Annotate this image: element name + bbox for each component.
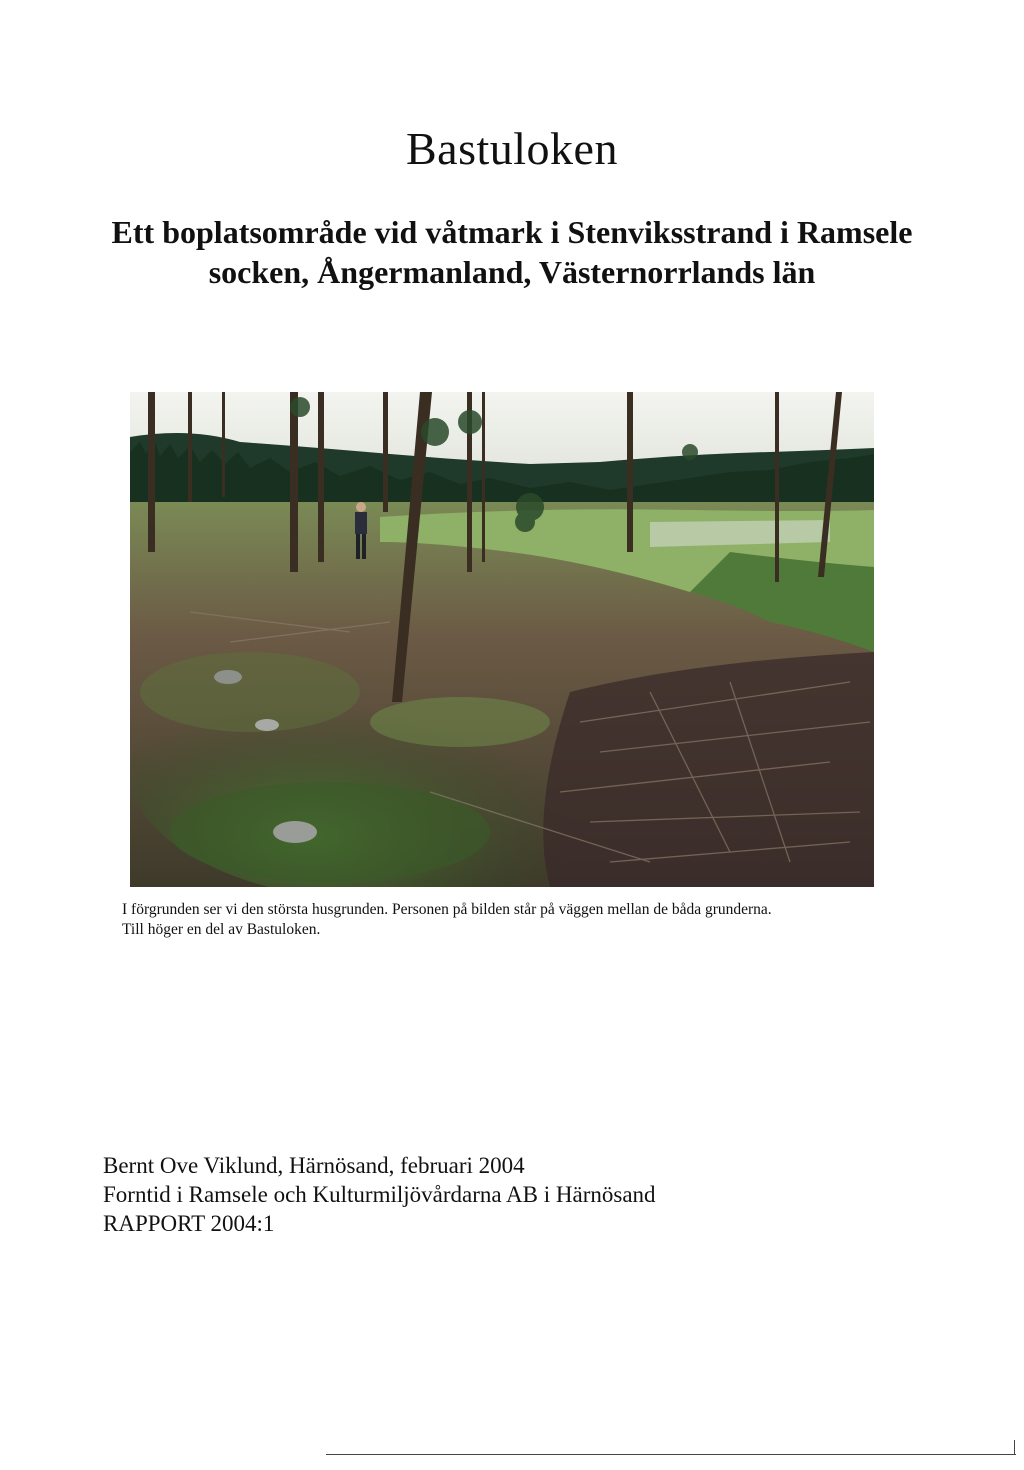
page-subtitle bbox=[100, 212, 924, 292]
subtitle-line-2: socken, Ångermanland, Västernorrlands län bbox=[208, 254, 816, 290]
rock bbox=[273, 821, 317, 843]
report-credits bbox=[103, 1151, 903, 1238]
credits-report-number: RAPPORT 2004:1 bbox=[103, 1211, 275, 1236]
caption-line-2: Till höger en del av Bastuloken. bbox=[122, 921, 321, 938]
credits-author-line: Bernt Ove Viklund, Härnösand, februari 2004 bbox=[103, 1153, 525, 1178]
site-photo bbox=[130, 392, 874, 887]
photo-caption bbox=[122, 900, 882, 940]
caption-line-1: I förgrunden ser vi den största husgrunden. Personen på bilden står på väggen mellan de båda grunderna. bbox=[122, 901, 772, 918]
subtitle-line-1: Ett boplatsområde vid våtmark i Stenviksstrand i Ramsele bbox=[111, 214, 913, 250]
credits-organization-line: Forntid i Ramsele och Kulturmiljövårdarna AB i Härnösand bbox=[103, 1182, 656, 1207]
page-title: Bastuloken bbox=[406, 123, 618, 174]
bottom-divider-end bbox=[1014, 1440, 1015, 1455]
slash-pile bbox=[543, 652, 874, 887]
forest-clearing-photo-icon bbox=[130, 392, 874, 887]
bottom-divider bbox=[326, 1454, 1016, 1455]
